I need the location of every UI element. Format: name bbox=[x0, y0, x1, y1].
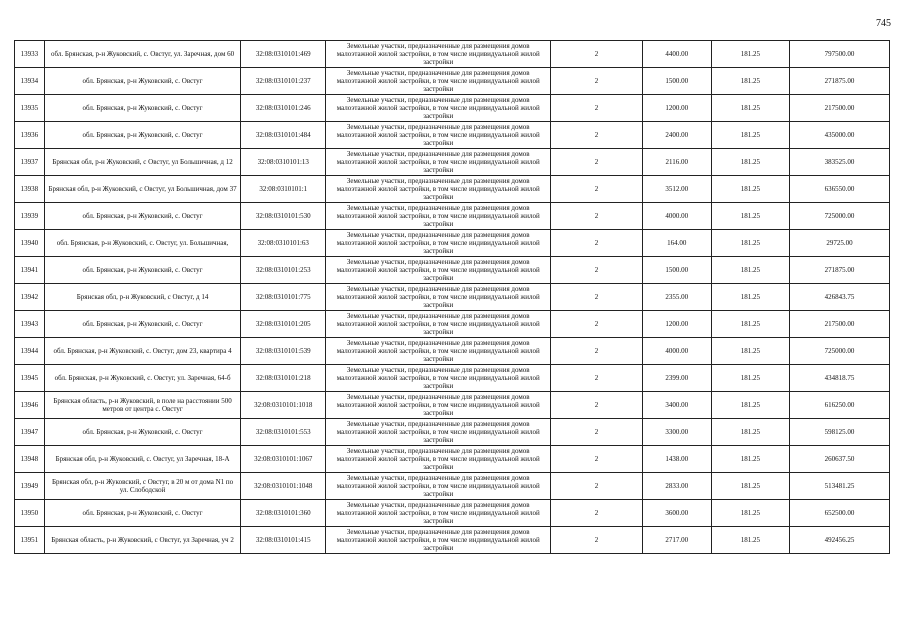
category-cell: 2 bbox=[551, 311, 642, 338]
address-cell: обл. Брянская, р-н Жуковский, с. Овстуг bbox=[44, 203, 241, 230]
land-use-cell: Земельные участки, предназначенные для размещения домов малоэтажной жилой застройки, в том числе индивидуальной жилой застройки bbox=[326, 122, 551, 149]
cadastral-number-cell: 32:08:0310101:205 bbox=[241, 311, 326, 338]
specific-value-cell: 181.25 bbox=[711, 392, 789, 419]
specific-value-cell: 181.25 bbox=[711, 68, 789, 95]
table-row bbox=[15, 527, 890, 554]
area-cell: 4000.00 bbox=[642, 338, 711, 365]
category-cell: 2 bbox=[551, 338, 642, 365]
area-cell: 2355.00 bbox=[642, 284, 711, 311]
row-number-cell: 13936 bbox=[15, 122, 45, 149]
cadastral-number-cell: 32:08:0310101:13 bbox=[241, 149, 326, 176]
row-number-cell: 13938 bbox=[15, 176, 45, 203]
area-cell: 1438.00 bbox=[642, 446, 711, 473]
area-cell: 1500.00 bbox=[642, 68, 711, 95]
category-cell: 2 bbox=[551, 473, 642, 500]
row-number-cell: 13951 bbox=[15, 527, 45, 554]
row-number-cell: 13935 bbox=[15, 95, 45, 122]
land-use-cell: Земельные участки, предназначенные для размещения домов малоэтажной жилой застройки, в том числе индивидуальной жилой застройки bbox=[326, 311, 551, 338]
table-row bbox=[15, 419, 890, 446]
category-cell: 2 bbox=[551, 122, 642, 149]
category-cell: 2 bbox=[551, 392, 642, 419]
row-number-cell: 13949 bbox=[15, 473, 45, 500]
cadastral-number-cell: 32:08:0310101:1048 bbox=[241, 473, 326, 500]
land-use-cell: Земельные участки, предназначенные для размещения домов малоэтажной жилой застройки, в том числе индивидуальной жилой застройки bbox=[326, 176, 551, 203]
address-cell: Брянская область, р-н Жуковский, с Овстуг, ул Заречная, уч 2 bbox=[44, 527, 241, 554]
address-cell: обл. Брянская, р-н Жуковский, с. Овстуг bbox=[44, 311, 241, 338]
address-cell: Брянская обл, р-н Жуковский, с Овстуг, ул Большичная, д 12 bbox=[44, 149, 241, 176]
row-number-cell: 13946 bbox=[15, 392, 45, 419]
row-number-cell: 13947 bbox=[15, 419, 45, 446]
cadastral-number-cell: 32:08:0310101:63 bbox=[241, 230, 326, 257]
cadastral-number-cell: 32:08:0310101:1018 bbox=[241, 392, 326, 419]
category-cell: 2 bbox=[551, 203, 642, 230]
address-cell: Брянская обл, р-н Жуковский, с Овстуг, в 20 м от дома N1 по ул. Слободской bbox=[44, 473, 241, 500]
row-number-cell: 13950 bbox=[15, 500, 45, 527]
table-row bbox=[15, 446, 890, 473]
land-use-cell: Земельные участки, предназначенные для размещения домов малоэтажной жилой застройки, в том числе индивидуальной жилой застройки bbox=[326, 446, 551, 473]
cadastral-value-cell: 652500.00 bbox=[789, 500, 889, 527]
address-cell: Брянская обл, р-н Жуковский, с. Овстуг, ул Заречная, 18-А bbox=[44, 446, 241, 473]
row-number-cell: 13937 bbox=[15, 149, 45, 176]
specific-value-cell: 181.25 bbox=[711, 41, 789, 68]
land-use-cell: Земельные участки, предназначенные для размещения домов малоэтажной жилой застройки, в том числе индивидуальной жилой застройки bbox=[326, 365, 551, 392]
address-cell: Брянская обл, р-н Жуковский, с Овстуг, ул Большичная, дом 37 bbox=[44, 176, 241, 203]
cadastral-value-cell: 513481.25 bbox=[789, 473, 889, 500]
table-row bbox=[15, 365, 890, 392]
table-row bbox=[15, 500, 890, 527]
cadastral-number-cell: 32:08:0310101:360 bbox=[241, 500, 326, 527]
area-cell: 4400.00 bbox=[642, 41, 711, 68]
address-cell: Брянская область, р-н Жуковский, в поле на расстоянии 500 метров от центра с. Овстуг bbox=[44, 392, 241, 419]
table-row bbox=[15, 203, 890, 230]
cadastral-value-cell: 217500.00 bbox=[789, 311, 889, 338]
cadastral-value-cell: 797500.00 bbox=[789, 41, 889, 68]
specific-value-cell: 181.25 bbox=[711, 365, 789, 392]
land-use-cell: Земельные участки, предназначенные для размещения домов малоэтажной жилой застройки, в том числе индивидуальной жилой застройки bbox=[326, 203, 551, 230]
category-cell: 2 bbox=[551, 230, 642, 257]
specific-value-cell: 181.25 bbox=[711, 500, 789, 527]
area-cell: 2717.00 bbox=[642, 527, 711, 554]
land-registry-table bbox=[14, 40, 890, 554]
category-cell: 2 bbox=[551, 257, 642, 284]
land-use-cell: Земельные участки, предназначенные для размещения домов малоэтажной жилой застройки, в том числе индивидуальной жилой застройки bbox=[326, 149, 551, 176]
cadastral-number-cell: 32:08:0310101:530 bbox=[241, 203, 326, 230]
address-cell: обл. Брянская, р-н Жуковский, с. Овстуг, дом 23, квартира 4 bbox=[44, 338, 241, 365]
address-cell: обл. Брянская, р-н Жуковский, с. Овстуг bbox=[44, 68, 241, 95]
table-row bbox=[15, 176, 890, 203]
category-cell: 2 bbox=[551, 365, 642, 392]
table-row bbox=[15, 392, 890, 419]
land-use-cell: Земельные участки, предназначенные для размещения домов малоэтажной жилой застройки, в том числе индивидуальной жилой застройки bbox=[326, 338, 551, 365]
area-cell: 1500.00 bbox=[642, 257, 711, 284]
category-cell: 2 bbox=[551, 176, 642, 203]
cadastral-number-cell: 32:08:0310101:469 bbox=[241, 41, 326, 68]
area-cell: 3400.00 bbox=[642, 392, 711, 419]
cadastral-number-cell: 32:08:0310101:253 bbox=[241, 257, 326, 284]
row-number-cell: 13941 bbox=[15, 257, 45, 284]
cadastral-value-cell: 598125.00 bbox=[789, 419, 889, 446]
cadastral-number-cell: 32:08:0310101:553 bbox=[241, 419, 326, 446]
land-use-cell: Земельные участки, предназначенные для размещения домов малоэтажной жилой застройки, в том числе индивидуальной жилой застройки bbox=[326, 527, 551, 554]
address-cell: обл. Брянская, р-н Жуковский, с. Овстуг bbox=[44, 122, 241, 149]
land-use-cell: Земельные участки, предназначенные для размещения домов малоэтажной жилой застройки, в том числе индивидуальной жилой застройки bbox=[326, 230, 551, 257]
cadastral-value-cell: 435000.00 bbox=[789, 122, 889, 149]
specific-value-cell: 181.25 bbox=[711, 311, 789, 338]
table-row bbox=[15, 41, 890, 68]
cadastral-number-cell: 32:08:0310101:218 bbox=[241, 365, 326, 392]
specific-value-cell: 181.25 bbox=[711, 473, 789, 500]
address-cell: обл. Брянская, р-н Жуковский, с. Овстуг, ул. Заречная, 64-б bbox=[44, 365, 241, 392]
area-cell: 2833.00 bbox=[642, 473, 711, 500]
table-row bbox=[15, 122, 890, 149]
category-cell: 2 bbox=[551, 68, 642, 95]
area-cell: 4000.00 bbox=[642, 203, 711, 230]
area-cell: 164.00 bbox=[642, 230, 711, 257]
specific-value-cell: 181.25 bbox=[711, 122, 789, 149]
cadastral-value-cell: 271875.00 bbox=[789, 257, 889, 284]
table-row bbox=[15, 338, 890, 365]
specific-value-cell: 181.25 bbox=[711, 338, 789, 365]
page-number: 745 bbox=[876, 18, 891, 29]
specific-value-cell: 181.25 bbox=[711, 446, 789, 473]
cadastral-number-cell: 32:08:0310101:539 bbox=[241, 338, 326, 365]
land-use-cell: Земельные участки, предназначенные для размещения домов малоэтажной жилой застройки, в том числе индивидуальной жилой застройки bbox=[326, 284, 551, 311]
area-cell: 1200.00 bbox=[642, 95, 711, 122]
cadastral-number-cell: 32:08:0310101:484 bbox=[241, 122, 326, 149]
land-use-cell: Земельные участки, предназначенные для размещения домов малоэтажной жилой застройки, в том числе индивидуальной жилой застройки bbox=[326, 419, 551, 446]
area-cell: 1200.00 bbox=[642, 311, 711, 338]
cadastral-number-cell: 32:08:0310101:237 bbox=[241, 68, 326, 95]
specific-value-cell: 181.25 bbox=[711, 203, 789, 230]
cadastral-value-cell: 217500.00 bbox=[789, 95, 889, 122]
row-number-cell: 13944 bbox=[15, 338, 45, 365]
cadastral-value-cell: 260637.50 bbox=[789, 446, 889, 473]
cadastral-number-cell: 32:08:0310101:775 bbox=[241, 284, 326, 311]
category-cell: 2 bbox=[551, 284, 642, 311]
table-row bbox=[15, 257, 890, 284]
cadastral-number-cell: 32:08:0310101:415 bbox=[241, 527, 326, 554]
area-cell: 2399.00 bbox=[642, 365, 711, 392]
cadastral-value-cell: 29725.00 bbox=[789, 230, 889, 257]
land-use-cell: Земельные участки, предназначенные для размещения домов малоэтажной жилой застройки, в том числе индивидуальной жилой застройки bbox=[326, 41, 551, 68]
cadastral-value-cell: 636550.00 bbox=[789, 176, 889, 203]
address-cell: обл. Брянская, р-н Жуковский, с. Овстуг, ул. Заречная, дом 60 bbox=[44, 41, 241, 68]
row-number-cell: 13945 bbox=[15, 365, 45, 392]
land-use-cell: Земельные участки, предназначенные для размещения домов малоэтажной жилой застройки, в том числе индивидуальной жилой застройки bbox=[326, 257, 551, 284]
row-number-cell: 13939 bbox=[15, 203, 45, 230]
table-row bbox=[15, 149, 890, 176]
land-use-cell: Земельные участки, предназначенные для размещения домов малоэтажной жилой застройки, в том числе индивидуальной жилой застройки bbox=[326, 95, 551, 122]
land-use-cell: Земельные участки, предназначенные для размещения домов малоэтажной жилой застройки, в том числе индивидуальной жилой застройки bbox=[326, 500, 551, 527]
cadastral-value-cell: 492456.25 bbox=[789, 527, 889, 554]
row-number-cell: 13934 bbox=[15, 68, 45, 95]
table-row bbox=[15, 68, 890, 95]
specific-value-cell: 181.25 bbox=[711, 95, 789, 122]
cadastral-number-cell: 32:08:0310101:1 bbox=[241, 176, 326, 203]
category-cell: 2 bbox=[551, 446, 642, 473]
cadastral-value-cell: 616250.00 bbox=[789, 392, 889, 419]
land-use-cell: Земельные участки, предназначенные для размещения домов малоэтажной жилой застройки, в том числе индивидуальной жилой застройки bbox=[326, 392, 551, 419]
specific-value-cell: 181.25 bbox=[711, 230, 789, 257]
specific-value-cell: 181.25 bbox=[711, 284, 789, 311]
row-number-cell: 13948 bbox=[15, 446, 45, 473]
row-number-cell: 13943 bbox=[15, 311, 45, 338]
category-cell: 2 bbox=[551, 95, 642, 122]
cadastral-value-cell: 434818.75 bbox=[789, 365, 889, 392]
row-number-cell: 13940 bbox=[15, 230, 45, 257]
land-use-cell: Земельные участки, предназначенные для размещения домов малоэтажной жилой застройки, в том числе индивидуальной жилой застройки bbox=[326, 473, 551, 500]
category-cell: 2 bbox=[551, 41, 642, 68]
category-cell: 2 bbox=[551, 149, 642, 176]
cadastral-value-cell: 725000.00 bbox=[789, 338, 889, 365]
address-cell: обл. Брянская, р-н Жуковский, с. Овстуг bbox=[44, 500, 241, 527]
table-row bbox=[15, 230, 890, 257]
area-cell: 2116.00 bbox=[642, 149, 711, 176]
area-cell: 3512.00 bbox=[642, 176, 711, 203]
category-cell: 2 bbox=[551, 419, 642, 446]
cadastral-value-cell: 426843.75 bbox=[789, 284, 889, 311]
specific-value-cell: 181.25 bbox=[711, 257, 789, 284]
specific-value-cell: 181.25 bbox=[711, 419, 789, 446]
area-cell: 3600.00 bbox=[642, 500, 711, 527]
specific-value-cell: 181.25 bbox=[711, 527, 789, 554]
specific-value-cell: 181.25 bbox=[711, 149, 789, 176]
table-row bbox=[15, 95, 890, 122]
cadastral-value-cell: 725000.00 bbox=[789, 203, 889, 230]
address-cell: Брянская обл, р-н Жуковский, с Овстуг, д 14 bbox=[44, 284, 241, 311]
category-cell: 2 bbox=[551, 527, 642, 554]
address-cell: обл. Брянская, р-н Жуковский, с. Овстуг bbox=[44, 419, 241, 446]
cadastral-value-cell: 271875.00 bbox=[789, 68, 889, 95]
row-number-cell: 13942 bbox=[15, 284, 45, 311]
cadastral-number-cell: 32:08:0310101:246 bbox=[241, 95, 326, 122]
area-cell: 3300.00 bbox=[642, 419, 711, 446]
land-use-cell: Земельные участки, предназначенные для размещения домов малоэтажной жилой застройки, в том числе индивидуальной жилой застройки bbox=[326, 68, 551, 95]
address-cell: обл. Брянская, р-н Жуковский, с. Овстуг bbox=[44, 257, 241, 284]
row-number-cell: 13933 bbox=[15, 41, 45, 68]
address-cell: обл. Брянская, р-н Жуковский, с. Овстуг, ул. Большичная, bbox=[44, 230, 241, 257]
table-row bbox=[15, 311, 890, 338]
cadastral-value-cell: 383525.00 bbox=[789, 149, 889, 176]
table-row bbox=[15, 473, 890, 500]
area-cell: 2400.00 bbox=[642, 122, 711, 149]
cadastral-number-cell: 32:08:0310101:1067 bbox=[241, 446, 326, 473]
address-cell: обл. Брянская, р-н Жуковский, с. Овстуг bbox=[44, 95, 241, 122]
specific-value-cell: 181.25 bbox=[711, 176, 789, 203]
table-row bbox=[15, 284, 890, 311]
category-cell: 2 bbox=[551, 500, 642, 527]
